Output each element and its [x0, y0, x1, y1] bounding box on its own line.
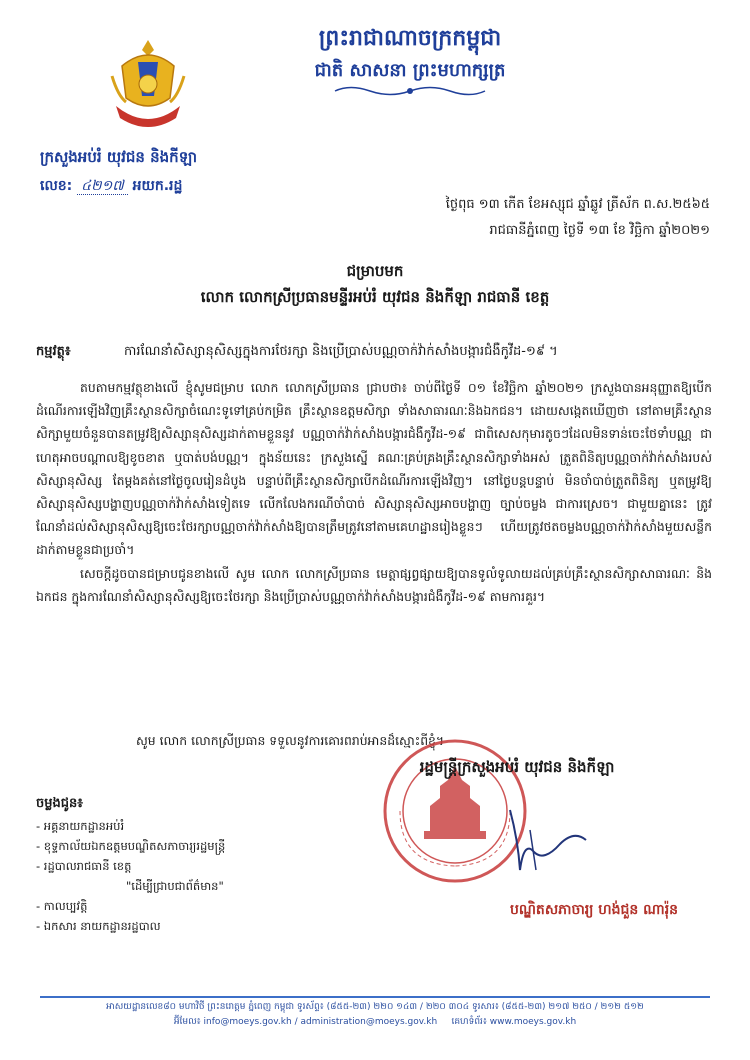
recipient: លោក លោកស្រីប្រធានមន្ទីរអប់រំ យុវជន និងកីឡា រាជធានី ខេត្ត	[200, 288, 550, 306]
reference-label: លេខ:	[40, 178, 73, 194]
cc-item: - កាលប្បវត្តិ	[36, 899, 88, 913]
cc-item-note: "ដើម្បីជ្រាបជាព័ត៌មាន"	[126, 879, 224, 893]
ornament-divider-icon	[330, 84, 490, 98]
signature-icon	[490, 800, 610, 880]
national-motto: ជាតិ សាសនា ព្រះមហាក្សត្រ	[314, 60, 506, 81]
signer-title: រដ្ឋមន្ត្រីក្រសួងអប់រំ យុវជន និងកីឡា	[419, 758, 615, 776]
kingdom-title: ព្រះរាជាណាចក្រកម្ពុជា	[318, 26, 502, 51]
city-date: រាជធានីភ្នំពេញ ថ្ងៃទី ១៣ ខែ វិច្ឆិកា ឆ្នាំ២០២១	[489, 223, 710, 238]
body-paragraph-2: សេចក្តីដូចបានជម្រាបជូនខាងលើ សូម លោក លោកស្រីប្រធាន មេត្តាផ្សព្វផ្សាយឱ្យបានទូលំទូលាយដល់គ្រប់គ្រឹះស្ថានសិក្សាសាធារណៈ និងឯកជន ក្នុងការណែនាំសិស្សានុសិស្សឱ្យចេះថែរក្សា និងប្រើប្រាស់បណ្ណចាក់វ៉ាក់សាំងបង្ការជំងឺកូវីដ-១៩ តាមការគួរ។	[36, 565, 712, 604]
letter-body	[36, 376, 712, 608]
reference-number	[40, 176, 182, 197]
footer-contact	[0, 1016, 750, 1029]
lunar-date: ថ្ងៃពុធ ១៣ កើត ខែអស្សុជ ឆ្នាំឆ្លូវ ត្រីស័ក ព.ស.២៥៦៥	[445, 197, 710, 212]
subject-text: ការណែនាំសិស្សានុសិស្សក្នុងការថែរក្សា និងប្រើប្រាស់បណ្ណចាក់វ៉ាក់សាំងបង្ការជំងឺកូវីដ-១៩ ។	[124, 344, 558, 359]
reference-suffix: អយក.រដ្ឋ	[132, 178, 183, 194]
ministry-emblem-icon	[108, 36, 188, 136]
reference-value: ៤២១៧	[77, 178, 128, 195]
ministry-name: ក្រសួងអប់រំ យុវជន និងកីឡា	[40, 148, 198, 166]
signer-name: បណ្ឌិតសភាចារ្យ ហង់ជួន ណារ៉ុន	[509, 902, 679, 918]
cc-item: - ខុទ្ទកាល័យឯកឧត្តមបណ្ឌិតសភាចារ្យរដ្ឋមន្ត្រី	[36, 839, 226, 853]
body-paragraph-1: តបតាមកម្មវត្ថុខាងលើ ខ្ញុំសូមជម្រាប លោក លោកស្រីប្រធាន ជ្រាបថា៖ ចាប់ពីថ្ងៃទី ០១ ខែវិច្ឆិកា ឆ្នាំ២០២១ ក្រសួងបានអនុញ្ញាតឱ្យបើកដំណើរការឡើងវិញគ្រឹះស្ថានសិក្សាចំណេះទូទៅគ្រប់កម្រិត គ្រឹះស្ថានឧត្តមសិក្សា ទាំងសាធារណៈនិងឯកជន។ ដោយសង្កេតឃើញថា នៅតាមគ្រឹះស្ថានសិក្សាមួយចំនួនបានតម្រូវឱ្យសិស្សានុសិស្សដាក់តាមខ្លួននូវ បណ្ណចាក់វ៉ាក់សាំងបង្ការជំងឺកូវីដ-១៩ ជាពិសេសកុមារតូចៗដែលមិនទាន់ចេះថែទាំបណ្ណ ជាហេតុអាចបណ្ដាលឱ្យខូចខាត ឬបាត់បង់បណ្ណ។ ក្នុងន័យនេះ ក្រសួងស្នើ គណៈគ្រប់គ្រងគ្រឹះស្ថានសិក្សាទាំងអស់ ត្រួតពិនិត្យបណ្ណចាក់វ៉ាក់សាំងរបស់សិស្សានុសិស្ស តែម្ដងគត់នៅថ្ងៃចូលរៀនដំបូង បន្ទាប់ពីគ្រឹះស្ថានសិក្សាបើកដំណើរការឡើងវិញ។ នៅថ្ងៃបន្តបន្ទាប់ មិនចាំបាច់ត្រួតពិនិត្យ ឬតម្រូវឱ្យសិស្សានុសិស្សបង្ហាញបណ្ណចាក់វ៉ាក់សាំងទៀតទេ លើកលែងករណីចាំបាច់ សិស្សានុសិស្សអាចបង្ហាញ ច្បាប់ចម្លង ជាការស្រេច។ ជាមួយគ្នានេះ ត្រូវណែនាំដល់សិស្សានុសិស្សឱ្យចេះថែរក្សាបណ្ណចាក់វ៉ាក់សាំងឱ្យបានត្រឹមត្រូវនៅតាមគេហដ្ឋានរៀងខ្លួនៗ ហើយត្រូវថតចម្លងបណ្ណចាក់វ៉ាក់សាំងមួយសន្លឹកដាក់តាមខ្លួនជាប្រចាំ។	[36, 380, 712, 558]
subject-label: កម្មវត្ថុ៖	[36, 344, 71, 359]
closing-line: សូម លោក លោកស្រីប្រធាន ទទួលនូវការគោរពរាប់អានដ៏ស្មោះពីខ្ញុំ។	[136, 733, 445, 748]
cc-list	[36, 816, 225, 936]
website-link[interactable]: www.moeys.gov.kh	[489, 1017, 577, 1027]
cc-item: - អគ្គនាយកដ្ឋានអប់រំ	[36, 819, 125, 833]
cc-title: ចម្លងជូន៖	[36, 796, 83, 811]
email-link[interactable]: info@moeys.gov.kh / administration@moeys.gov.kh	[203, 1017, 438, 1027]
email-label: អ៊ីមែល៖	[173, 1017, 201, 1027]
website-label: គេហទំព័រ៖	[451, 1017, 487, 1027]
footer-address: អាសយដ្ឋានលេខ៨០ មហាវិថី ព្រះនរោត្តម ភ្នំពេញ កម្ពុជា ទូរស័ព្ទ៖ (៨៥៥-២៣) ២២០ ១៤៣ / ២២០ ៣០៤ ទូរសារ៖ (៨៥៥-២៣) ២១៧ ២៥០ / ២១២ ៥១២	[106, 1002, 644, 1012]
cc-item: - ឯកសារ នាយកដ្ឋានរដ្ឋបាល	[36, 919, 161, 933]
footer-divider	[40, 996, 710, 998]
cc-item: - រដ្ឋបាលរាជធានី ខេត្ត	[36, 859, 132, 873]
salutation: ជម្រាបមក	[346, 262, 404, 280]
